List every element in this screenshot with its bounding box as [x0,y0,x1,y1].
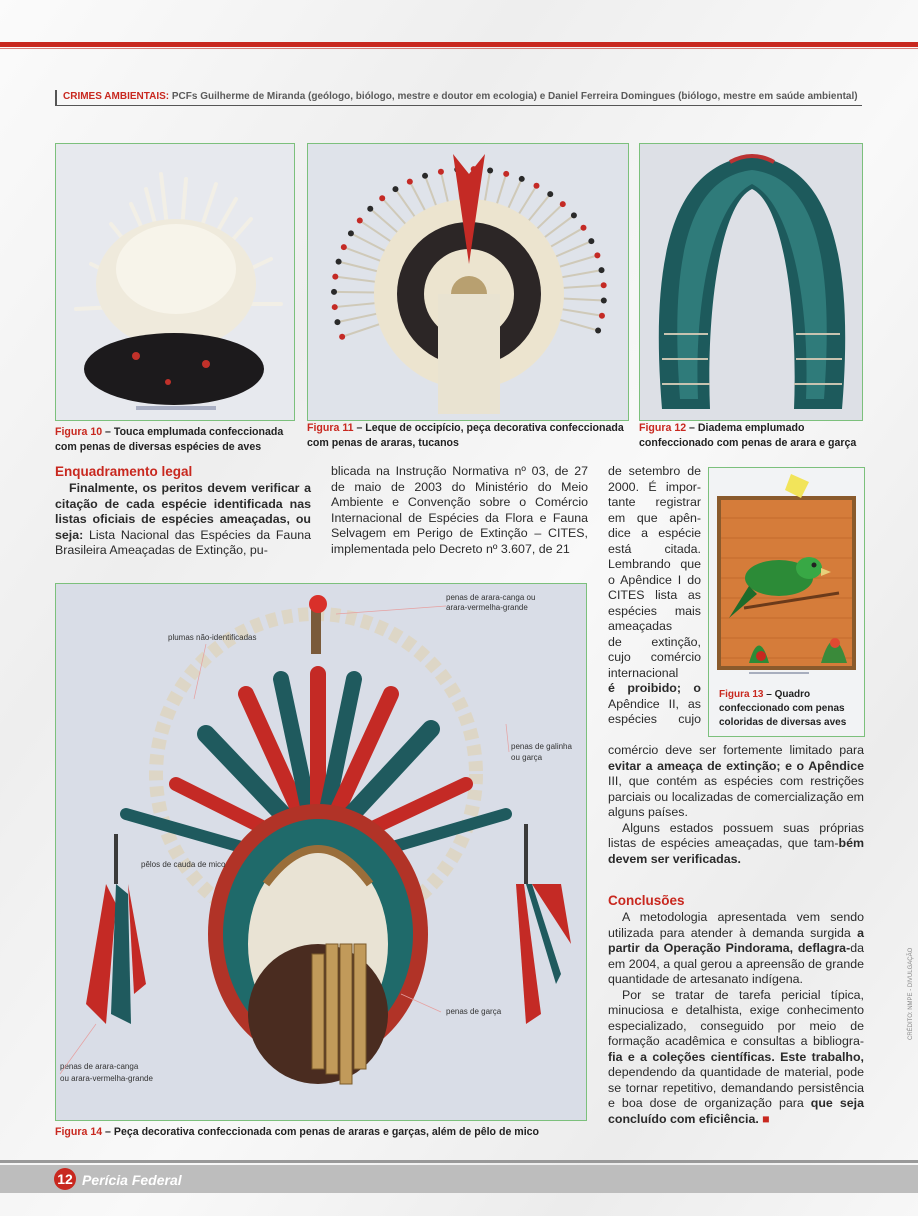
conclusoes-text: A metodologia apresentada vem sendo utilizada para atender à demanda surgida a partir da Operação Pindorama, deflagra-da em 2004, a qual gerou a apreensão de grande quantidade de artesanato indígena. Por se tratar de tarefa pericial típica, minuciosa e detalhista, exige conhecimento especializado, conseguido por meio de formação acadêmica e consultas a bibliogra-fia e a coleções científicas. Este trabalho, dependendo da quantidade de material, pode se tornar repetitivo, demandando persistência e boa dose de organização para que seja concluído com eficiência. ■ [608,910,864,1126]
column-3-line: de extinção, [608,634,701,649]
column-3-line: CITES lista as [608,588,701,602]
end-mark: ■ [762,1111,770,1126]
top-red-rule [0,42,918,47]
figure-12-image [639,143,863,421]
figure-10-image [55,143,295,421]
label-arara-canga-bottom: penas de arara-canga [60,1062,139,1071]
footer-rule [0,1160,918,1163]
figure-11-image [307,143,629,421]
column-3-line: Lembrando que [608,557,701,571]
figure-13-frame [708,467,865,737]
page-number: 12 [54,1168,76,1190]
column-1-text: Finalmente, os peritos devem verificar a citação de cada espécie identificada nas listas oficiais de espécies ameaçadas, ou seja: Lista Nacional das Espécies da Fauna Brasileira Ameaçadas de Extinção, pu- [55,481,311,557]
column-3-line: Apêndice II, as [608,696,701,711]
figure-11-caption: Figura 11 – Leque de occipício, peça decorativa confeccionada com penas de araras, tucanos [307,422,624,449]
publication-name: Perícia Federal [82,1172,182,1188]
column-3-line: espécies cujo [608,712,701,726]
column-3-line: ameaçadas [608,619,673,633]
label-plumas: plumas não-identificadas [168,633,257,642]
heading-enquadramento-legal: Enquadramento legal [55,464,193,479]
column-3-line: é proibido; o [608,681,701,695]
figure-10-caption: Figura 10 – Touca emplumada confeccionada com penas de diversas espécies de aves [55,426,284,453]
label-mico: pêlos de cauda de mico [141,860,226,869]
column-3-line: o Apêndice I do [608,572,701,587]
label-galinha: penas de galinha [511,742,572,751]
author-line: PCFs Guilherme de Miranda (geólogo, biólogo, mestre e doutor em ecologia) e Daniel Ferreira Domingues (biólogo, mestre em saúde ambiental) [171,91,858,102]
column-3-narrow-text [608,464,701,728]
column-3-line: tante registrar [608,495,701,509]
column-3-line: internacional [608,665,679,680]
column-3-line: está citada. [608,541,701,556]
label-arara-canga-top-2: arara-vermelha-grande [446,603,528,612]
figure-12-caption: Figura 12 – Diadema emplumado confeccionado com penas de arara e garça [639,422,857,449]
column-3-line: cujo comércio [608,650,701,664]
section-label: CRIMES AMBIENTAIS: [63,91,170,102]
figure-13-caption: Figura 13 – Quadro confeccionado com penas coloridas de diversas aves [719,689,847,728]
top-red-rule-thin [0,48,918,49]
heading-conclusoes: Conclusões [608,893,685,908]
label-garca: penas de garça [446,1007,502,1016]
photo-credit: CRÉDITO: NMPE - DIVULGAÇÃO [908,947,914,1040]
column-3-line: espécies mais [608,603,701,618]
column-2-text: blicada na Instrução Normativa nº 03, de 27 de maio de 2003 do Ministério do Meio Ambiente e Convenção sobre o Comércio Internacional de Espécies da Flora e Fauna Selvagem em Perigo de Extinção – CITES, implementada pelo Decreto nº 3.607, de 21 [331,464,588,556]
column-3-line: em que apên- [608,510,701,525]
column-3-line: 2000. É impor- [608,479,701,494]
label-galinha-2: ou garça [511,753,543,762]
column-3-line: dice a espécie [608,526,701,540]
column-3-text: comércio deve ser fortemente limitado para evitar a ameaça de extinção; e o Apêndice III, que contém as espécies com restrições parciais ou localizadas de comercialização em alguns países. Alguns estados possuem suas próprias listas de espécies ameaçadas, que tam-bém devem ser verificadas. [608,743,864,866]
label-arara-canga-top: penas de arara-canga ou [446,593,536,602]
running-header [55,90,862,106]
column-3-line: de setembro de [608,464,701,478]
label-arara-canga-bottom-2: ou arara-vermelha-grande [60,1074,153,1083]
figure-14-caption: Figura 14 – Peça decorativa confeccionada com penas de araras e garças, além de pêlo de mico [55,1126,540,1138]
figure-14-image [55,583,587,1121]
